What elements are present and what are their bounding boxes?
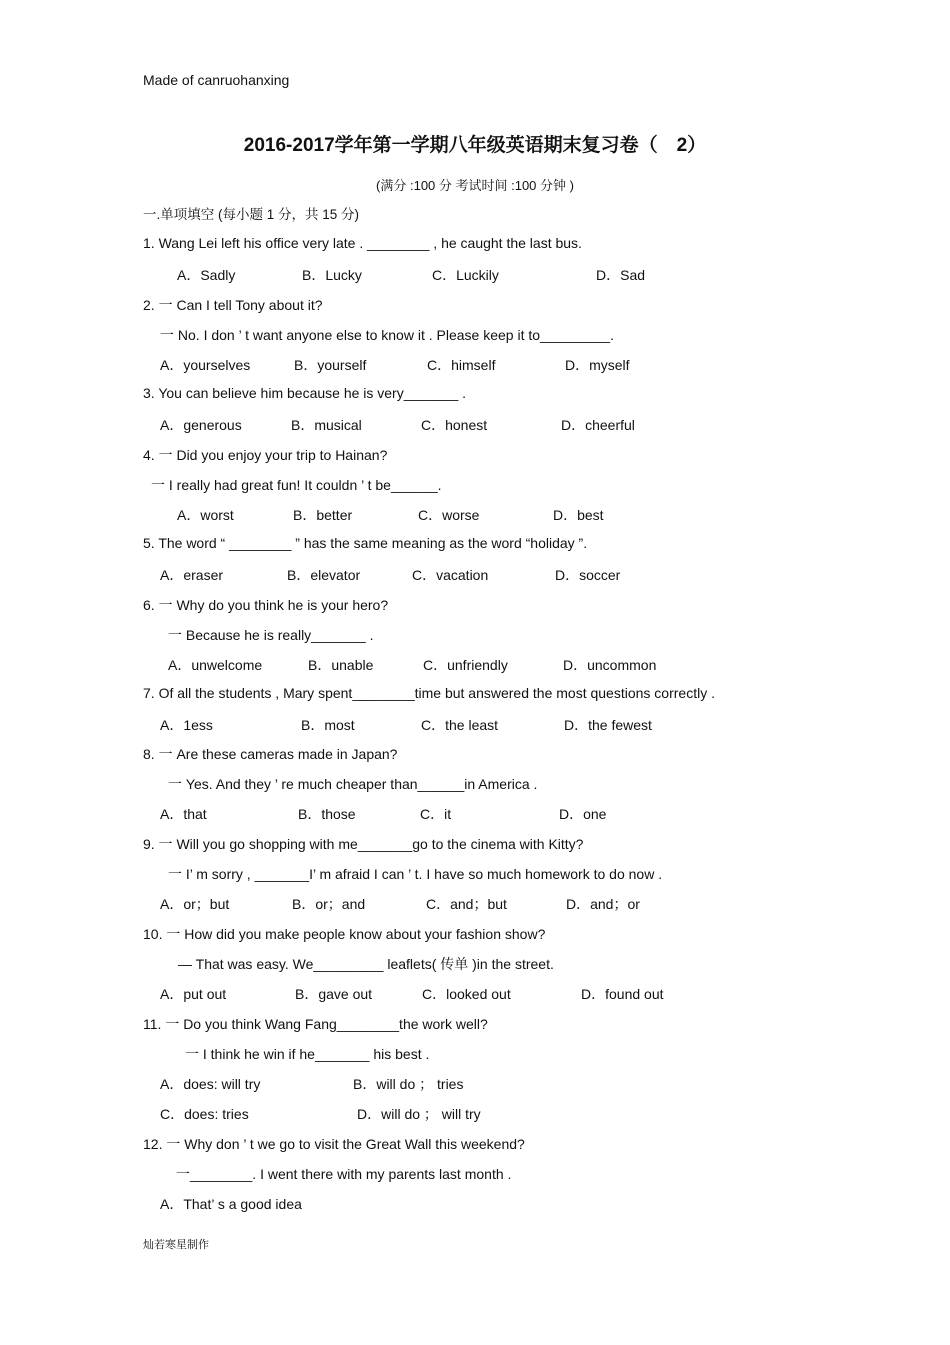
- q1-option-c: C．Luckily: [432, 267, 499, 283]
- q9-stem: 9. 一 Will you go shopping with me_______go to the cinema with Kitty?: [143, 836, 584, 852]
- q3-option-b: B．musical: [291, 417, 362, 433]
- page-title: 2016-2017学年第一学期八年级英语期末复习卷（ 2）: [243, 135, 707, 156]
- q9-option-b: B．or；and: [292, 896, 366, 912]
- q7-stem: 7. Of all the students , Mary spent________time but answered the most questions correctly .: [143, 685, 715, 701]
- q2-stem: 2. 一 Can I tell Tony about it?: [143, 297, 323, 313]
- q3-option-c: C．honest: [421, 417, 488, 433]
- q6-option-a: A．unwelcome: [168, 657, 263, 673]
- q11-option-d: D．will do ； will try: [357, 1106, 481, 1122]
- q10-option-d: D．found out: [581, 986, 664, 1002]
- q3-option-d: D．cheerful: [561, 417, 635, 433]
- q12-option-a: A．That’ s a good idea: [160, 1196, 302, 1212]
- q10-option-a: A．put out: [160, 986, 227, 1002]
- q8-option-c: C．it: [420, 806, 452, 822]
- q3-option-a: A．generous: [160, 417, 242, 433]
- q11-stem: 11. 一 Do you think Wang Fang________the work well?: [143, 1016, 488, 1032]
- q8-stem: 8. 一 Are these cameras made in Japan?: [143, 746, 398, 762]
- q2-option-d: D．myself: [565, 357, 630, 373]
- exam-info: (满分 :100 分 考试时间 :100 分钟 ): [376, 178, 574, 193]
- q7-option-b: B．most: [301, 717, 355, 733]
- q4-option-c: C．worse: [418, 507, 480, 523]
- q12-response: 一________. I went there with my parents last month .: [176, 1166, 512, 1182]
- q6-response: 一 Because he is really_______ .: [168, 627, 374, 643]
- q7-option-c: C．the least: [421, 717, 499, 733]
- q2-option-c: C．himself: [427, 357, 496, 373]
- q4-response: 一 I really had great fun! It couldn ’ t be______.: [151, 477, 442, 493]
- q8-response: 一 Yes. And they ’ re much cheaper than______in America .: [168, 776, 538, 792]
- q9-option-a: A．or；but: [160, 896, 230, 912]
- q8-option-b: B．those: [298, 806, 356, 822]
- q9-option-c: C．and；but: [426, 896, 507, 912]
- q7-option-d: D．the fewest: [564, 717, 652, 733]
- q4-option-b: B．better: [293, 507, 353, 523]
- q1-option-a: A．Sadly: [177, 267, 236, 283]
- q9-response: 一 I’ m sorry , _______I’ m afraid I can ’ t. I have so much homework to do now .: [168, 866, 663, 882]
- q2-option-b: B．yourself: [294, 357, 367, 373]
- q10-response: — That was easy. We_________ leaflets( 传单 )in the street.: [178, 956, 554, 972]
- q8-option-d: D．one: [559, 806, 607, 822]
- q6-option-b: B．unable: [308, 657, 374, 673]
- q11-response: 一 I think he win if he_______ his best .: [185, 1046, 430, 1062]
- q6-stem: 6. 一 Why do you think he is your hero?: [143, 597, 389, 613]
- q2-option-a: A．yourselves: [160, 357, 251, 373]
- q5-option-d: D．soccer: [555, 567, 621, 583]
- q4-stem: 4. 一 Did you enjoy your trip to Hainan?: [143, 447, 388, 463]
- q11-option-a: A．does: will try: [160, 1076, 261, 1092]
- header-note: Made of canruohanxing: [143, 72, 290, 88]
- q5-option-c: C．vacation: [412, 567, 489, 583]
- footer-note: 灿若寒星制作: [143, 1238, 209, 1251]
- q1-option-d: D．Sad: [596, 267, 646, 283]
- q5-option-a: A．eraser: [160, 567, 224, 583]
- q11-option-b: B．will do ； tries: [353, 1076, 464, 1092]
- q12-stem: 12. 一 Why don ’ t we go to visit the Great Wall this weekend?: [143, 1136, 525, 1152]
- section-heading: 一.单项填空 (每小题 1 分，共 15 分): [143, 207, 360, 222]
- q6-option-c: C．unfriendly: [423, 657, 508, 673]
- q2-response: 一 No. I don ’ t want anyone else to know it . Please keep it to_________.: [160, 327, 614, 343]
- q7-option-a: A．1ess: [160, 717, 213, 733]
- q9-option-d: D．and；or: [566, 896, 640, 912]
- q5-option-b: B．elevator: [287, 567, 361, 583]
- q10-stem: 10. 一 How did you make people know about your fashion show?: [143, 926, 546, 942]
- q4-option-a: A．worst: [177, 507, 234, 523]
- q4-option-d: D．best: [553, 507, 604, 523]
- q1-option-b: B．Lucky: [302, 267, 362, 283]
- q11-option-c: C．does: tries: [160, 1106, 249, 1122]
- q8-option-a: A．that: [160, 806, 207, 822]
- q10-option-c: C．looked out: [422, 986, 511, 1002]
- q5-stem: 5. The word “ ________ ” has the same meaning as the word “holiday ”.: [143, 535, 588, 551]
- q3-stem: 3. You can believe him because he is very_______ .: [143, 385, 467, 401]
- q10-option-b: B．gave out: [295, 986, 373, 1002]
- q1-stem: 1. Wang Lei left his office very late . ________ , he caught the last bus.: [143, 235, 582, 251]
- q6-option-d: D．uncommon: [563, 657, 657, 673]
